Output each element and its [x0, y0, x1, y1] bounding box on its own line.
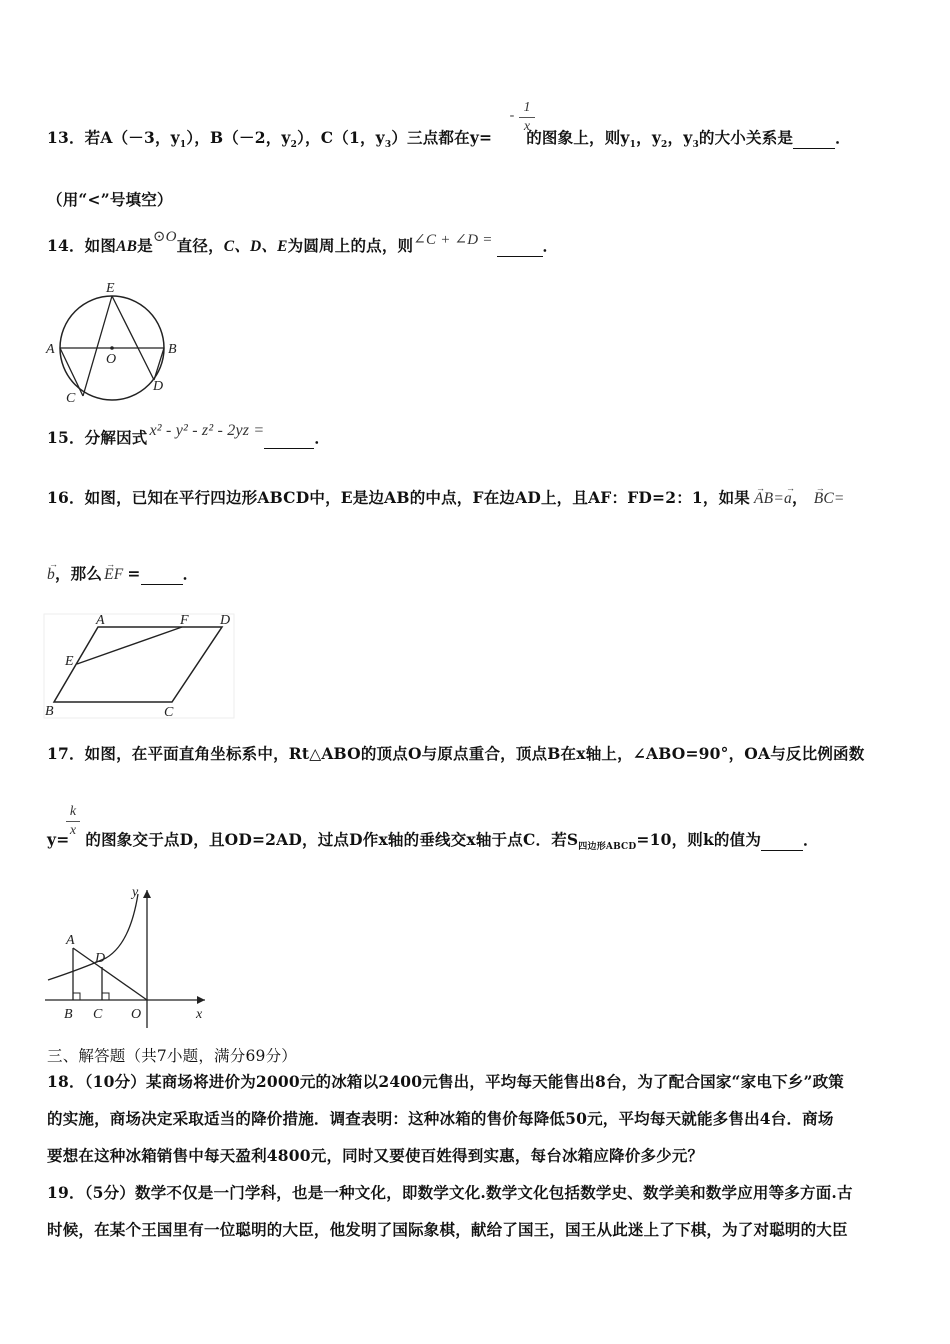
q13-text-7: ，y: [667, 128, 693, 147]
label-x: x: [196, 1007, 203, 1022]
q14-text-4: 为圆周上的点，则: [287, 236, 414, 255]
label-o: O: [106, 352, 117, 367]
right-angle-c: [102, 993, 109, 1000]
q13-sub-4: 1: [629, 140, 637, 151]
chord-ac: [60, 348, 83, 396]
q14-circle-figure: [40, 276, 190, 408]
q13-line: [47, 128, 851, 155]
q17-text-2: 的图象交于点D，且OD=2AD，过点D作x轴的垂线交x轴于点C．若S: [85, 830, 579, 849]
parallelogram-abcd: [54, 627, 222, 702]
q13-text-5: 的图象上，则y: [526, 128, 630, 147]
q16-vec-ab: → AB: [754, 489, 773, 509]
chord-ed: [112, 296, 154, 380]
q13-answer-blank: [793, 128, 835, 149]
q13-fraction: [519, 100, 535, 135]
q14-expr: ∠C + ∠D =: [413, 232, 493, 248]
y-axis-arrow: [143, 890, 151, 898]
label-o: O: [131, 1007, 142, 1022]
q16-vec-bc: → BC: [814, 489, 834, 509]
q16-text-1: 16．如图，已知在平行四边形ABCD中，E是边AB的中点，F在边AD上，且AF：FD=2：1，如果: [47, 488, 751, 507]
q15-expr: x² - y² - z² - 2yz =: [149, 422, 265, 439]
label-c: C: [66, 391, 76, 406]
q16-eq-a: =: [773, 490, 785, 507]
q19-line-2: 时候，在某个王国里有一位聪明的大臣，他发明了国际象棋，献给了国王，国王从此迷上了下棋，为了对聪明的大臣: [47, 1220, 848, 1239]
label-e: E: [65, 654, 74, 669]
q17-line-2: [47, 830, 819, 857]
q17-coordinate-figure: [40, 880, 215, 1030]
q14-ab: AB: [116, 238, 138, 255]
q17-text-3: =10，则k的值为: [636, 830, 762, 849]
q16-eq-b: =: [833, 490, 845, 507]
q17-line-1: 17．如图，在平面直角坐标系中，Rt△ABO的顶点O与原点重合，顶点B在x轴上，∠ABO=90°，OA与反比例函数: [47, 744, 865, 763]
q16-end: ．: [182, 564, 199, 583]
q13-text-3: ），C（1，y: [297, 128, 385, 147]
label-a: A: [46, 342, 55, 357]
q16-answer-blank: [141, 564, 183, 585]
chord-ec: [83, 296, 112, 396]
q16-vec-b: → b: [47, 565, 55, 585]
q16-text-2: ，那么: [54, 564, 103, 583]
chord-bd: [154, 348, 164, 380]
section-3-title: 三、解答题（共7小题，满分69分）: [47, 1047, 297, 1065]
q14-cde: C、D、E: [223, 238, 288, 255]
q14-text-2: 是: [137, 236, 153, 255]
q13-frac-num: 1: [523, 100, 531, 115]
label-d: D: [153, 379, 164, 394]
q13-frac-den: x: [523, 119, 531, 134]
q15-end: ．: [314, 428, 331, 447]
label-b: B: [45, 704, 54, 719]
label-d: D: [220, 613, 231, 628]
label-e: E: [106, 281, 115, 296]
label-b: B: [64, 1007, 73, 1022]
q18-line-1: 18．（10分）某商场将进价为2000元的冰箱以2400元售出，平均每天能售出8台，为了配合国家“家电下乡”政策: [47, 1072, 844, 1091]
q17-subscript: 四边形ABCD: [578, 842, 637, 853]
q13-sub-2: 2: [290, 140, 298, 151]
q13-sub-6: 3: [692, 140, 699, 151]
q13-note: （用“<”号填空）: [47, 190, 173, 209]
label-c: C: [93, 1007, 103, 1022]
q16-comma: ，: [791, 488, 808, 507]
q16-vec-a: → a: [784, 489, 792, 509]
q13-text-8: 的大小关系是: [698, 128, 794, 147]
q17-frac-den: x: [69, 823, 77, 838]
q15-answer-blank: [264, 428, 314, 449]
q17-y-eq: y=: [47, 830, 70, 849]
label-d: D: [95, 951, 106, 966]
q16-vec-ef: → EF: [104, 565, 123, 585]
q13-text-4: ）三点都在y=: [391, 128, 493, 147]
q14-answer-blank: [497, 236, 543, 257]
segment-ef: [77, 627, 182, 664]
q18-line-2: 的实施，商场决定采取适当的降价措施．调查表明：这种冰箱的售价每降低50元，平均每天就能多售出4台．商场: [47, 1109, 834, 1128]
q15-line: [47, 422, 331, 449]
q18-line-3: 要想在这种冰箱销售中每天盈利4800元，同时又要使百姓得到实惠，每台冰箱应降价多少元？: [47, 1146, 704, 1165]
label-a: A: [96, 613, 105, 628]
q17-end: ．: [803, 830, 819, 849]
q13-sub-3: 3: [384, 140, 392, 151]
q13-sub-5: 2: [661, 140, 668, 151]
q19-line-1: 19．（5分）数学不仅是一门学科，也是一种文化，即数学文化.数学文化包括数学史、数学美和数学应用等多方面.古: [47, 1183, 853, 1202]
q13-text-6: ，y: [636, 128, 662, 147]
label-f: F: [180, 613, 189, 628]
x-axis-arrow: [197, 996, 205, 1004]
hyperbola-curve: [48, 894, 138, 980]
q13-text-2: ），B（－2，y: [186, 128, 291, 147]
label-c: C: [164, 705, 174, 720]
q16-line-1: [47, 488, 845, 509]
q14-end: ．: [542, 236, 559, 255]
q17-answer-blank: [761, 830, 803, 851]
center-o-dot: [110, 346, 114, 350]
q16-parallelogram-figure: [40, 606, 240, 722]
label-y: y: [132, 885, 139, 900]
right-angle-b: [73, 993, 80, 1000]
q15-text-1: 15．分解因式: [47, 428, 148, 447]
q14-text-3: 直径，: [176, 236, 224, 255]
q13-text-1: 13．若A（－3，y: [47, 128, 180, 147]
q17-frac-num: k: [69, 804, 77, 819]
label-a: A: [66, 933, 75, 948]
q13-sub-1: 1: [179, 140, 187, 151]
label-b: B: [168, 342, 177, 357]
q14-line: [47, 229, 559, 257]
q13-fraction-sign: -: [509, 108, 515, 123]
q16-text-3: =: [127, 564, 141, 583]
q16-line-2: [47, 564, 198, 585]
q14-text-1: 14．如图: [47, 236, 117, 255]
q14-circle-o: ⊙O: [152, 229, 177, 245]
q13-end: ．: [835, 128, 851, 147]
